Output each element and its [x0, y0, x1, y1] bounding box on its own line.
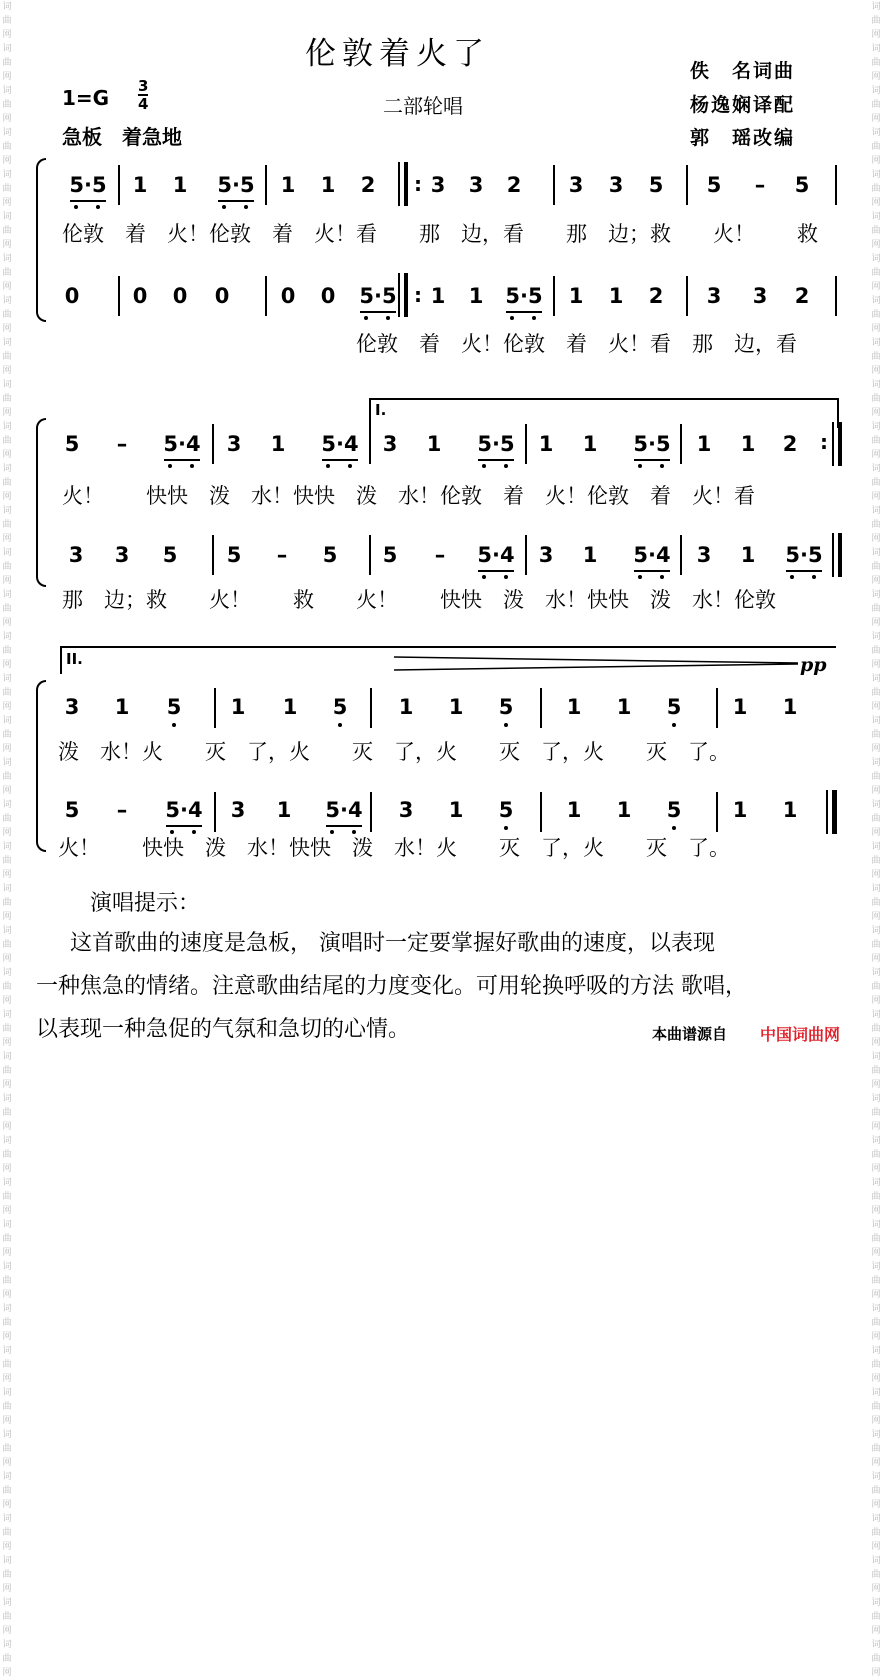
- system-brace: [36, 418, 46, 587]
- note: 1: [732, 798, 748, 822]
- low-octave-dot: [510, 316, 514, 320]
- barline: [265, 276, 267, 316]
- note: 2: [794, 284, 810, 308]
- low-octave-dot: [190, 464, 194, 468]
- beam: [166, 825, 202, 827]
- time-denominator: 4: [138, 95, 149, 113]
- note: 1: [172, 173, 188, 197]
- note: 1: [448, 798, 464, 822]
- note: 5·4: [321, 432, 359, 456]
- note: 3: [226, 432, 242, 456]
- note: 1: [426, 432, 442, 456]
- low-octave-dot: [660, 575, 664, 579]
- note: 3: [608, 173, 624, 197]
- lyrics-line: 那 边；救 火！ 救 火！ 快快 泼 水！快快 泼 水！伦敦: [62, 588, 776, 612]
- barline: [212, 535, 214, 575]
- note: 5: [226, 543, 242, 567]
- note: 0: [172, 284, 188, 308]
- barline: [212, 424, 214, 464]
- note: 3: [468, 173, 484, 197]
- note: 1: [132, 173, 148, 197]
- watermark-right: 词曲网 词曲网 词曲网 词曲网 词曲网 词曲网 词曲网 词曲网 词曲网 词曲网 词曲网 词曲网 词曲网 词曲网 词曲网 词曲网 词曲网 词曲网 词曲网 词曲网 词曲网 词曲网 词曲网 词曲网 词曲网 词曲网 词曲网 词曲网 词曲网 词曲网 词曲网 词曲网 词曲网 词曲网 词曲网 词曲网 词曲网 词曲网 词曲网 词曲网: [871, 2, 881, 1678]
- note: 1: [468, 284, 484, 308]
- barline: [540, 688, 542, 728]
- low-octave-dot: [326, 464, 330, 468]
- note: 1: [566, 695, 582, 719]
- beam: [634, 459, 670, 461]
- barline: [686, 276, 688, 316]
- lyrics-line: 伦敦 着 火！伦敦 着 火！看 那 边，看: [356, 332, 797, 356]
- watermark-left: 词曲网 词曲网 词曲网 词曲网 词曲网 词曲网 词曲网 词曲网 词曲网 词曲网 词曲网 词曲网 词曲网 词曲网 词曲网 词曲网 词曲网 词曲网 词曲网 词曲网 词曲网 词曲网 词曲网 词曲网 词曲网 词曲网 词曲网 词曲网 词曲网 词曲网 词曲网 词曲网 词曲网 词曲网 词曲网 词曲网 词曲网 词曲网 词曲网 词曲网: [2, 2, 12, 1678]
- note: 1: [282, 695, 298, 719]
- repeat-barline: [404, 273, 408, 317]
- note: 5: [498, 695, 514, 719]
- note: 3: [538, 543, 554, 567]
- note: 1: [114, 695, 130, 719]
- note: 5·4: [163, 432, 201, 456]
- repeat-barline: [398, 162, 400, 206]
- note: 1: [568, 284, 584, 308]
- low-octave-dot: [504, 826, 508, 830]
- barline: [680, 535, 682, 575]
- time-signature: [138, 78, 148, 112]
- note: 5·5: [359, 284, 397, 308]
- low-octave-dot: [504, 575, 508, 579]
- note: 5: [64, 798, 80, 822]
- repeat-barline: [398, 273, 400, 317]
- page-title: 伦敦着火了: [305, 36, 490, 72]
- end-barline: [838, 533, 842, 577]
- note: 5: [162, 543, 178, 567]
- note: –: [754, 173, 766, 197]
- note: 0: [320, 284, 336, 308]
- note: 0: [132, 284, 148, 308]
- beam: [478, 570, 514, 572]
- low-octave-dot: [338, 723, 342, 727]
- note: 5·5: [69, 173, 107, 197]
- note: 1: [398, 695, 414, 719]
- note: 1: [566, 798, 582, 822]
- repeat-dots: :: [820, 430, 828, 454]
- note: 5: [166, 695, 182, 719]
- note: 5·4: [477, 543, 515, 567]
- barline: [680, 424, 682, 464]
- note: 3: [568, 173, 584, 197]
- lyrics-line: 泼 水！火 灭 了，火 灭 了，火 灭 了，火 灭 了。: [58, 740, 730, 764]
- barline: [835, 276, 837, 316]
- low-octave-dot: [364, 316, 368, 320]
- note: 5: [498, 798, 514, 822]
- tips-line-1: 这首歌曲的速度是急板， 演唱时一定要掌握好歌曲的速度，以表现: [70, 931, 715, 956]
- low-octave-dot: [638, 464, 642, 468]
- note: 3: [430, 173, 446, 197]
- dynamic-pp: pp: [800, 654, 827, 676]
- note: 5·5: [633, 432, 671, 456]
- barline: [716, 688, 718, 728]
- beam: [786, 570, 822, 572]
- end-barline: [832, 533, 834, 577]
- beam: [360, 311, 396, 313]
- tips-heading: 演唱提示：: [90, 891, 201, 916]
- beam: [322, 459, 358, 461]
- low-octave-dot: [348, 464, 352, 468]
- note: –: [116, 432, 128, 456]
- note: 1: [616, 798, 632, 822]
- note: 0: [214, 284, 230, 308]
- credit-arranger: 郭 瑶改编: [690, 127, 796, 149]
- beam: [326, 825, 362, 827]
- barline: [370, 792, 372, 832]
- low-octave-dot: [386, 316, 390, 320]
- note: 1: [696, 432, 712, 456]
- low-octave-dot: [504, 723, 508, 727]
- barline: [716, 792, 718, 832]
- note: –: [434, 543, 446, 567]
- final-barline: [832, 790, 837, 834]
- note: 1: [320, 173, 336, 197]
- repeat-dots: :: [414, 283, 422, 307]
- note: 2: [648, 284, 664, 308]
- low-octave-dot: [222, 205, 226, 209]
- repeat-barline: [404, 162, 408, 206]
- low-octave-dot: [638, 575, 642, 579]
- note: 1: [616, 695, 632, 719]
- note: 5: [666, 695, 682, 719]
- diminuendo-hairpin: [394, 654, 799, 676]
- note: 5: [706, 173, 722, 197]
- note: 5·5: [785, 543, 823, 567]
- low-octave-dot: [672, 826, 676, 830]
- barline: [553, 165, 555, 205]
- note: 5·4: [325, 798, 363, 822]
- note: 5·5: [477, 432, 515, 456]
- note: 5·4: [633, 543, 671, 567]
- barline: [370, 688, 372, 728]
- low-octave-dot: [482, 575, 486, 579]
- barline: [118, 276, 120, 316]
- volta-bracket-1: [369, 398, 839, 428]
- credit-translator: 杨逸娴译配: [690, 94, 796, 116]
- note: 1: [582, 543, 598, 567]
- barline: [369, 535, 371, 575]
- barline: [835, 165, 837, 205]
- note: 1: [740, 543, 756, 567]
- repeat-end-barline: [838, 422, 842, 466]
- note: 5·5: [505, 284, 543, 308]
- low-octave-dot: [504, 464, 508, 468]
- source-site-link[interactable]: 中国词曲网: [760, 1025, 841, 1044]
- note: 1: [230, 695, 246, 719]
- tempo-marking: 急板 着急地: [62, 125, 182, 149]
- barline: [553, 276, 555, 316]
- note: 3: [382, 432, 398, 456]
- note: 1: [538, 432, 554, 456]
- note: 5·4: [165, 798, 203, 822]
- note: 0: [64, 284, 80, 308]
- note: 5: [322, 543, 338, 567]
- note: 3: [230, 798, 246, 822]
- note: 1: [740, 432, 756, 456]
- system-brace: [36, 680, 46, 852]
- note: 1: [608, 284, 624, 308]
- low-octave-dot: [96, 205, 100, 209]
- note: 1: [276, 798, 292, 822]
- note: 2: [360, 173, 376, 197]
- note: 1: [280, 173, 296, 197]
- note: 1: [270, 432, 286, 456]
- note: 2: [506, 173, 522, 197]
- beam: [506, 311, 542, 313]
- low-octave-dot: [532, 316, 536, 320]
- note: 1: [430, 284, 446, 308]
- barline: [540, 792, 542, 832]
- note: 3: [114, 543, 130, 567]
- note: 1: [782, 695, 798, 719]
- key-signature: 1=G: [62, 86, 110, 110]
- note: –: [276, 543, 288, 567]
- lyrics-line: 伦敦 着 火！伦敦 着 火！看 那 边，看 那 边；救 火！ 救: [62, 222, 818, 246]
- beam: [218, 200, 254, 202]
- note: 3: [752, 284, 768, 308]
- barline: [525, 535, 527, 575]
- final-barline: [826, 790, 828, 834]
- note: –: [116, 798, 128, 822]
- source-label: 本曲谱源自: [652, 1025, 728, 1043]
- lyrics-line: 火！ 快快 泼 水！快快 泼 水！伦敦 着 火！伦敦 着 火！看: [62, 484, 755, 508]
- note: 2: [782, 432, 798, 456]
- note: 3: [706, 284, 722, 308]
- note: 5: [648, 173, 664, 197]
- beam: [634, 570, 670, 572]
- system-brace: [36, 158, 46, 322]
- low-octave-dot: [672, 723, 676, 727]
- beam: [164, 459, 200, 461]
- credit-composer: 佚 名词曲: [690, 60, 796, 82]
- time-numerator: 3: [138, 77, 149, 95]
- note: 5: [64, 432, 80, 456]
- note: 5: [794, 173, 810, 197]
- subtitle: 二部轮唱: [383, 94, 463, 118]
- note: 5: [666, 798, 682, 822]
- repeat-end-barline: [832, 422, 834, 466]
- note: 3: [696, 543, 712, 567]
- note: 3: [64, 695, 80, 719]
- barline: [214, 688, 216, 728]
- repeat-dots: :: [414, 172, 422, 196]
- volta-label-2: II.: [66, 650, 83, 668]
- tips-line-3: 以表现一种急促的气氛和急切的心情。: [36, 1017, 411, 1042]
- note: 5: [382, 543, 398, 567]
- note: 3: [398, 798, 414, 822]
- barline: [369, 424, 371, 464]
- barline: [118, 165, 120, 205]
- lyrics-line: 火！ 快快 泼 水！快快 泼 水！火 灭 了，火 灭 了。: [58, 836, 730, 860]
- note: 5: [332, 695, 348, 719]
- beam: [478, 459, 514, 461]
- low-octave-dot: [812, 575, 816, 579]
- low-octave-dot: [168, 464, 172, 468]
- note: 1: [782, 798, 798, 822]
- low-octave-dot: [172, 723, 176, 727]
- low-octave-dot: [244, 205, 248, 209]
- low-octave-dot: [660, 464, 664, 468]
- barline: [214, 792, 216, 832]
- note: 1: [448, 695, 464, 719]
- note: 1: [582, 432, 598, 456]
- note: 1: [732, 695, 748, 719]
- low-octave-dot: [482, 464, 486, 468]
- note: 5·5: [217, 173, 255, 197]
- beam: [70, 200, 106, 202]
- barline: [265, 165, 267, 205]
- low-octave-dot: [790, 575, 794, 579]
- volta-label-1: I.: [375, 401, 387, 419]
- barline: [525, 424, 527, 464]
- low-octave-dot: [74, 205, 78, 209]
- note: 0: [280, 284, 296, 308]
- tips-line-2: 一种焦急的情绪。注意歌曲结尾的力度变化。可用轮换呼吸的方法 歌唱，: [36, 974, 747, 999]
- barline: [686, 165, 688, 205]
- note: 3: [68, 543, 84, 567]
